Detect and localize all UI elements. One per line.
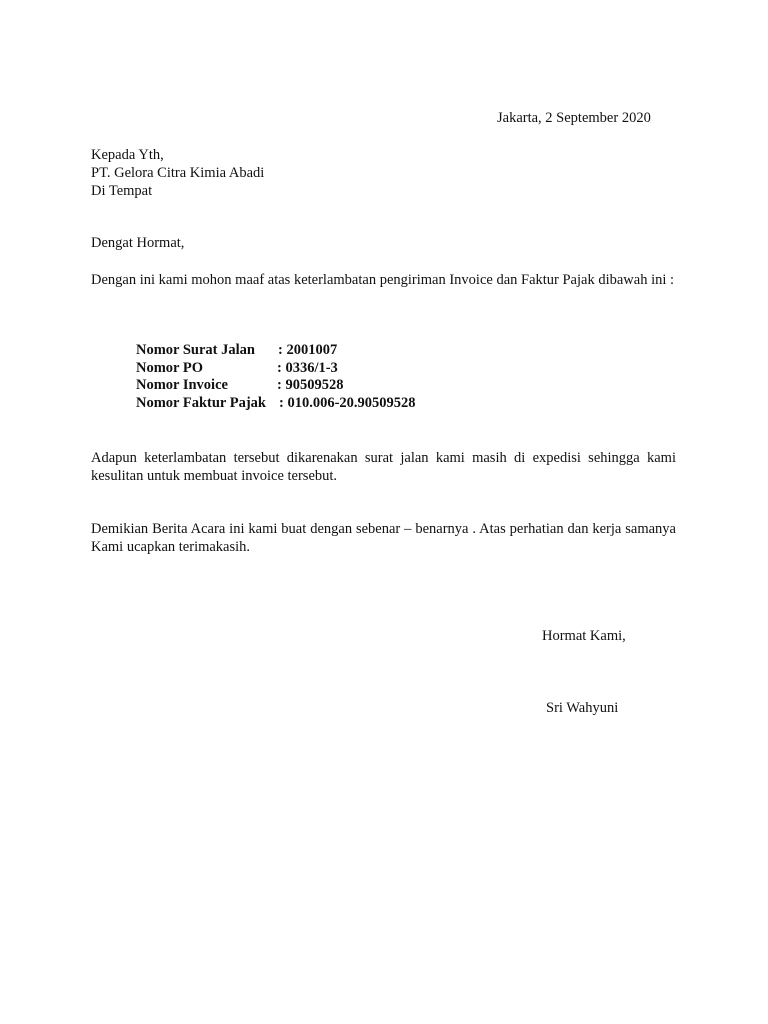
detail-value: : 2001007 bbox=[278, 342, 338, 358]
detail-value: : 90509528 bbox=[277, 377, 344, 393]
detail-label: Nomor Faktur Pajak bbox=[136, 394, 266, 411]
detail-row-surat-jalan bbox=[136, 342, 416, 360]
intro-paragraph: Dengan ini kami mohon maaf atas keterlambatan pengiriman Invoice dan Faktur Pajak dibawah ini : bbox=[91, 272, 675, 288]
letter-date: Jakarta, 2 September 2020 bbox=[497, 110, 651, 126]
reason-paragraph: Adapun keterlambatan tersebut dikarenakan surat jalan kami masih di expedisi sehingga kami kesulitan untuk membuat invoice tersebut. bbox=[91, 450, 676, 484]
signer-name: Sri Wahyuni bbox=[546, 700, 619, 716]
recipient-block bbox=[91, 146, 264, 200]
detail-value: : 0336/1-3 bbox=[277, 359, 338, 376]
detail-row-po bbox=[136, 360, 416, 378]
detail-value: : 010.006-20.90509528 bbox=[279, 394, 416, 411]
detail-row-faktur-pajak bbox=[136, 395, 416, 413]
detail-label: Nomor Surat Jalan bbox=[136, 342, 255, 358]
closing-salutation: Hormat Kami, bbox=[542, 628, 626, 644]
detail-row-invoice bbox=[136, 377, 416, 395]
closing-paragraph: Demikian Berita Acara ini kami buat dengan sebenar – benarnya . Atas perhatian dan kerja samanya Kami ucapkan terimakasih. bbox=[91, 521, 676, 555]
detail-label: Nomor PO bbox=[136, 359, 203, 376]
detail-label: Nomor Invoice bbox=[136, 377, 228, 393]
recipient-company: PT. Gelora Citra Kimia Abadi bbox=[91, 165, 265, 181]
recipient-salutation: Kepada Yth, bbox=[91, 147, 164, 163]
greeting: Dengat Hormat, bbox=[91, 235, 185, 251]
recipient-location: Di Tempat bbox=[91, 183, 153, 199]
document-details bbox=[136, 342, 416, 412]
